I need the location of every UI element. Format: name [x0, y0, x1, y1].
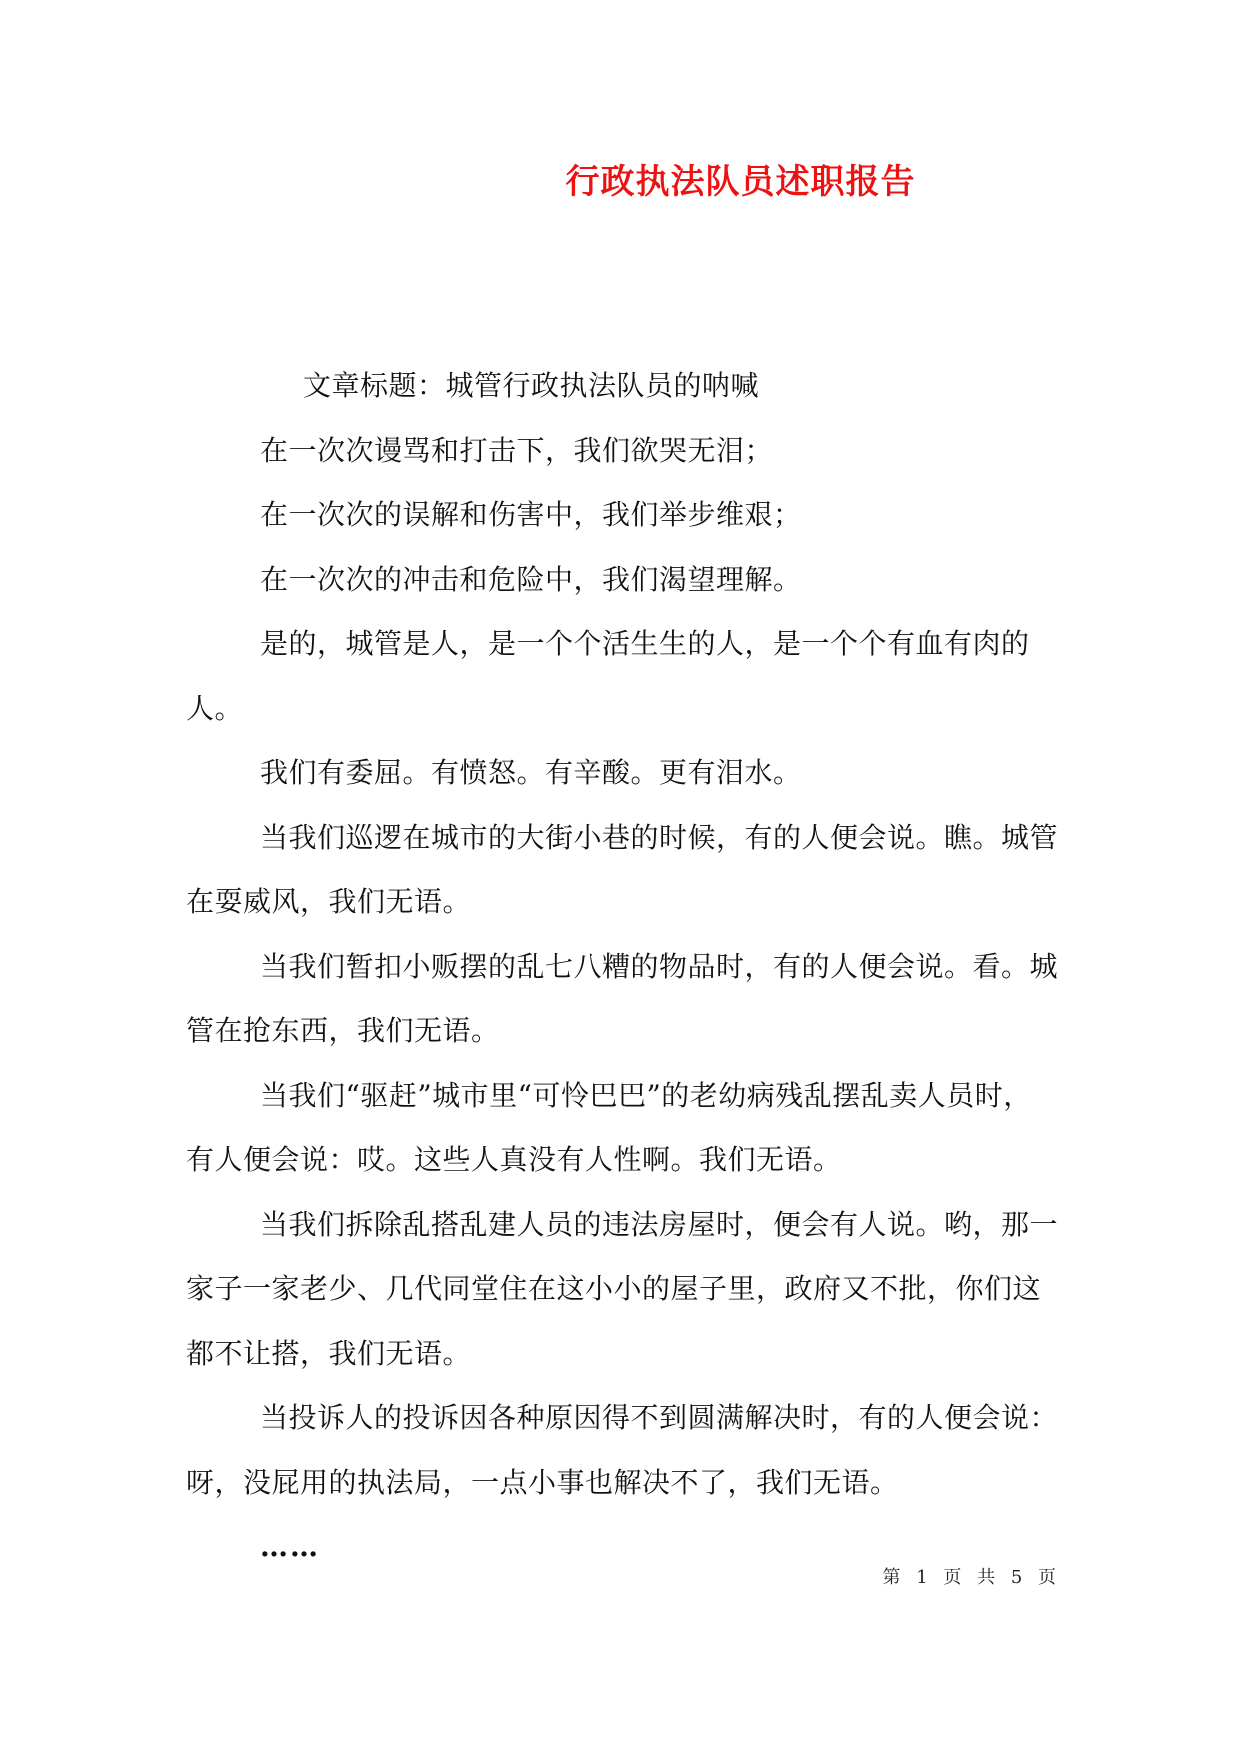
article-subtitle: 文章标题：城管行政执法队员的呐喊: [303, 369, 760, 402]
paragraph: 我们有委屈。有愤怒。有辛酸。更有泪水。: [260, 756, 802, 789]
paragraph: 当我们“驱赶”城市里“可怜巴巴”的老幼病残乱摆乱卖人员时，有人便会说：哎。这些人真没有人性啊。我们无语。: [186, 1078, 1032, 1176]
paragraph: 在一次次的冲击和危险中，我们渴望理解。: [260, 562, 802, 596]
document-title-text: 行政执法队员述职报告: [565, 162, 916, 202]
paragraph: 在一次次的误解和伤害中，我们举步维艰；: [260, 498, 802, 531]
paragraph: 当我们拆除乱搭乱建人员的违法房屋时，便会有人说。哟，那一家子一家老少、几代同堂住在这小小的屋子里，政府又不批，你们这都不让搭，我们无语。: [186, 1207, 1059, 1370]
paragraph: 当我们暂扣小贩摆的乱七八糟的物品时，有的人便会说。看。城管在抢东西，我们无语。: [186, 949, 1059, 1047]
document-body: [186, 354, 1058, 1580]
paragraph: 当我们巡逻在城市的大街小巷的时候，有的人便会说。瞧。城管在耍威风，我们无语。: [186, 820, 1059, 918]
paragraph: 在一次次谩骂和打击下，我们欲哭无泪；: [260, 433, 774, 467]
document-title: [0, 160, 1241, 204]
page-number-footer: 第 1 页 共 5 页: [882, 1567, 1058, 1588]
paragraph: 是的，城管是人，是一个个活生生的人，是一个个有血有肉的人。: [186, 627, 1030, 725]
paragraph: 当投诉人的投诉因各种原因得不到圆满解决时，有的人便会说：呀，没屁用的执法局，一点小事也解决不了，我们无语。: [186, 1401, 1059, 1499]
ellipsis: ……: [260, 1530, 320, 1563]
